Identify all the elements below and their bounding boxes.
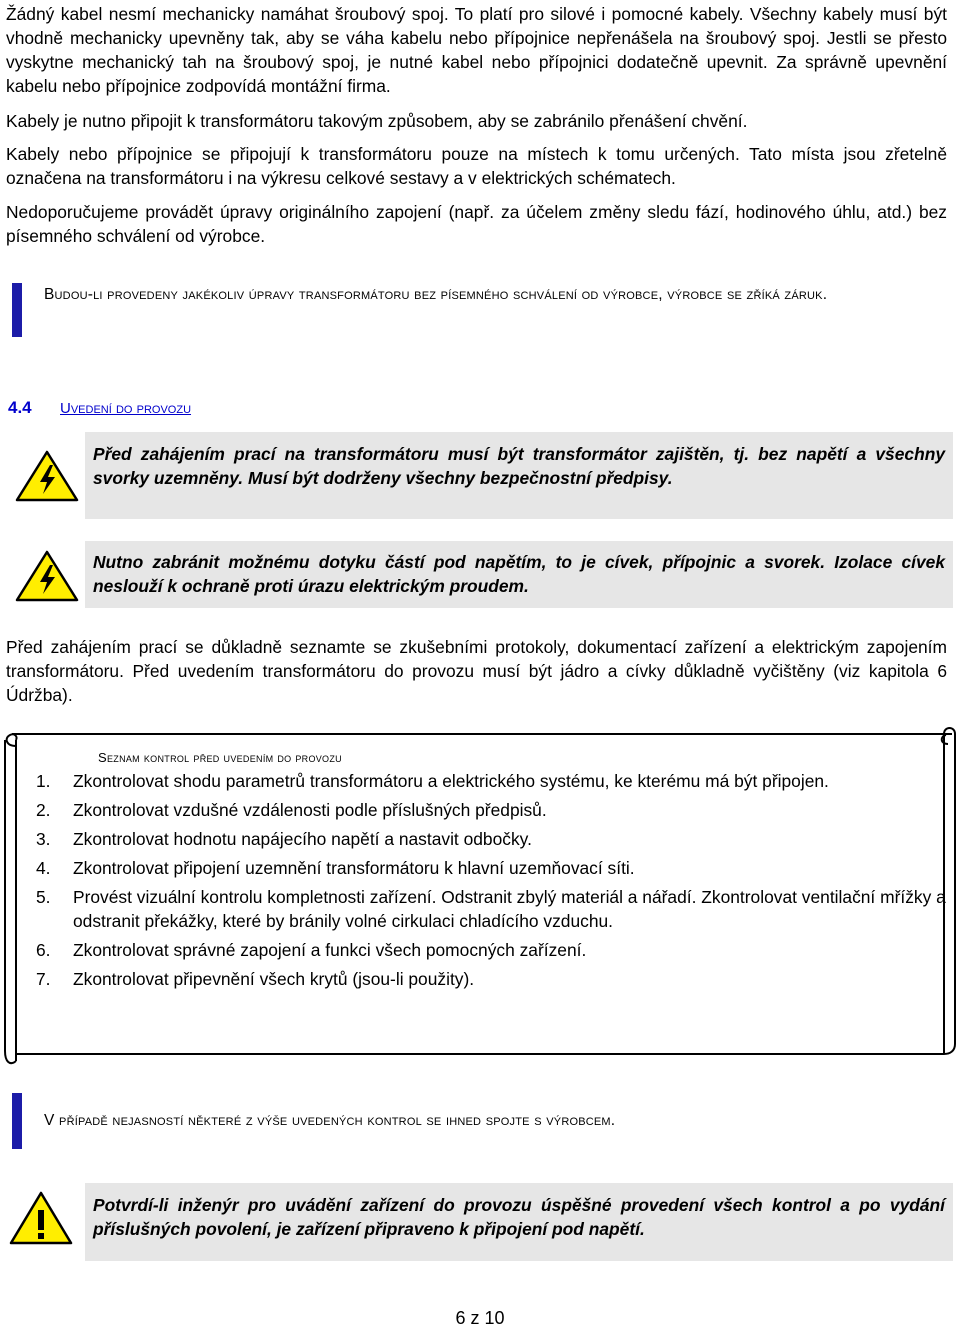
section-number: 4.4 [8, 398, 32, 417]
high-voltage-icon [14, 449, 80, 503]
checklist-title: Seznam kontrol před uvedením do provozu [98, 750, 342, 765]
manufacturer-contact-text: V případě nejasností některé z výše uvedených kontrol se ihned spojte s výrobcem. [44, 1112, 616, 1129]
warranty-notice-text: Budou-li provedeny jakékoliv úpravy transformátoru bez písemného schválení od výrobce, výrobce se zříká záruk. [44, 286, 828, 303]
list-item-number: 2. [36, 800, 51, 820]
warning-box-energize-ready [85, 1183, 953, 1261]
list-item-number: 1. [36, 771, 51, 791]
list-item-number: 6. [36, 939, 51, 960]
warning-box-deenergize [85, 432, 953, 519]
list-item-text: Zkontrolovat shodu parametrů transformátoru a elektrického systému, ke kterému má být připojen. [73, 771, 829, 791]
list-item [36, 857, 948, 881]
list-item [36, 886, 948, 933]
modification-paragraph: Nedoporučujeme provádět úpravy originálního zapojení (např. za účelem změny sledu fází, hodinového úhlu, atd.) bez písemného schválení od výrobce. [6, 202, 947, 246]
exclamation-warning-icon [8, 1190, 74, 1246]
list-item-text: Zkontrolovat připojení uzemnění transformátoru k hlavní uzemňovací síti. [73, 858, 635, 878]
list-item-number: 5. [36, 887, 51, 907]
vibration-paragraph: Kabely je nutno připojit k transformátoru takovým způsobem, aby se zabránilo přenášení chvění. [6, 111, 748, 131]
list-item-text: Zkontrolovat hodnotu napájecího napětí a nastavit odbočky. [73, 829, 532, 849]
list-item-number: 3. [36, 829, 51, 849]
list-item-text: Zkontrolovat vzdušné vzdálenosti podle příslušných předpisů. [73, 800, 547, 820]
section-heading [8, 398, 191, 418]
checklist-scroll [0, 726, 960, 1071]
high-voltage-icon [14, 549, 80, 603]
warning-text-energize-ready: Potvrdí-li inženýr pro uvádění zařízení do provozu úspěšné provedení všech kontrol a po vydání příslušných povolení, je zařízení připraveno k připojení pod napětí. [93, 1195, 945, 1239]
list-item-number: 7. [36, 968, 51, 989]
list-item-text: Provést vizuální kontrolu kompletnosti zařízení. Odstranit zbylý materiál a nářadí. Zkontrolovat ventilační mřížky a odstranit překážky, které by bránily volné cirkulaci chladícího vzduchu. [73, 887, 946, 931]
list-item-text: Zkontrolovat správné zapojení a funkci všech pomocných zařízení. [73, 939, 587, 960]
warning-box-live-parts [85, 541, 953, 608]
list-item-number: 4. [36, 858, 51, 878]
list-item [36, 770, 948, 794]
checklist [36, 770, 948, 997]
warning-text-deenergize: Před zahájením prací na transformátoru musí být transformátor zajištěn, tj. bez napětí a všechny svorky uzemněny. Musí být dodrženy všechny bezpečnostní předpisy. [93, 444, 945, 488]
list-item [36, 968, 948, 992]
warning-text-live-parts: Nutno zabránit možnému dotyku částí pod napětím, to je cívek, přípojnic a svorek. Izolace cívek neslouží k ochraně proti úrazu elektrickým proudem. [93, 552, 945, 596]
section-title: Uvedení do provozu [60, 400, 192, 417]
before-start-paragraph: Před zahájením prací se důkladně seznamte se zkušebními protokoly, dokumentací zařízení a elektrickým zapojením transformátoru. Před uvedením transformátoru do provozu musí být jádro a cívky důkladně vyčištěny (viz kapitola 6 Údržba). [6, 637, 947, 705]
list-item [36, 939, 948, 963]
page-number: 6 z 10 [455, 1308, 505, 1328]
list-item [36, 799, 948, 823]
connection-points-paragraph: Kabely nebo přípojnice se připojují k transformátoru pouze na místech k tomu určených. Tato místa jsou zřetelně označena na transformátoru i na výkresu celkové sestavy a v elektrických schématech. [6, 144, 947, 188]
warranty-notice [12, 283, 960, 337]
manufacturer-contact-notice [12, 1093, 948, 1149]
cable-mounting-paragraph: Žádný kabel nesmí mechanicky namáhat šroubový spoj. To platí pro silové i pomocné kabely. Všechny kabely musí být vhodně mechanicky upevněny tak, aby se váha kabelu nebo přípojnice nepřenášela na šroubový spoj. Jestli se přesto vyskytne mechanický tah na šroubový spoj, je nutné kabel nebo přípojnici dodatečně upevnit. Za správně upevnění kabelu nebo přípojnice zodpovídá montážní firma. [6, 4, 947, 96]
list-item-text: Zkontrolovat připevnění všech krytů (jsou-li použity). [73, 968, 475, 989]
list-item [36, 828, 948, 852]
